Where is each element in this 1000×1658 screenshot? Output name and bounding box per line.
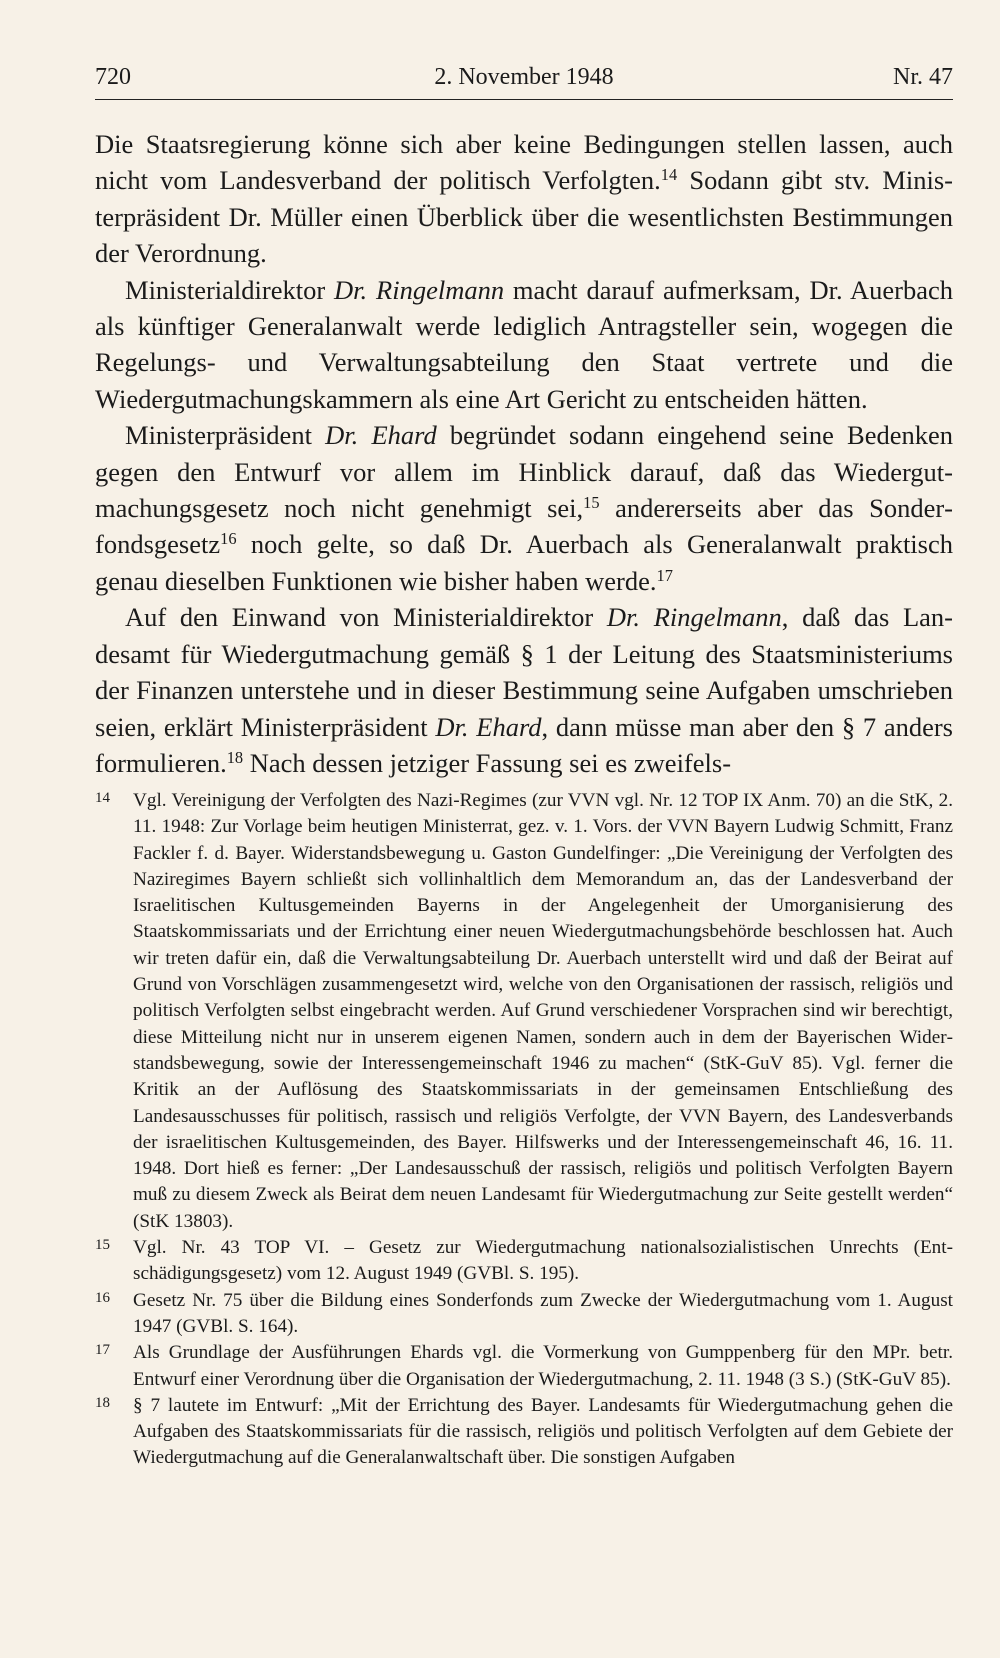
footnote-number: 14 [95,790,110,806]
footnote-text: Gesetz Nr. 75 über die Bildung eines Sonderfonds zum Zwecke der Wiedergutmachung vom 1. August 1947 (GVBl. S. 164). [133,1289,953,1337]
footnote-text: Als Grundlage der Ausführungen Ehards vgl. die Vormerkung von Gumppenberg für den MPr. betr. Entwurf einer Verordnung über die Organisation der Wiedergutmachung, 2. 11. 1948 (3 S.) (StK-GuV 85). [133,1342,953,1390]
paragraph-text: , daß das Landesamt für Wiedergutmachung gemäß § 1 der Leitung des Staatsministeriums der Finanzen unterstehe und in dieser Bestimmung seine Aufgaben umschrieben seien, erklärt Ministerpräsident [95,602,953,742]
footnote-17 [95,1340,953,1393]
footnote-text: Vgl. Nr. 43 TOP VI. – Gesetz zur Wiedergutmachung nationalsozialistischen Unrechts (Entschädigungsgesetz) vom 12. August 1949 (GVBl. S. 195). [133,1237,953,1285]
footnote-ref-14: 14 [660,165,678,185]
paragraph-text: , dann müsse man aber den § 7 anders formulieren. [95,711,953,778]
footnote-number: 18 [95,1394,110,1411]
paragraph-text: begründet sodann eingehend seine Bedenken gegen den Entwurf vor allem im Hinblick darauf, daß das Wiedergutmachungsgesetz noch nicht genehmigt sei, [95,420,953,524]
main-text [95,126,953,781]
footnote-number: 16 [95,1289,110,1306]
paragraph-3 [95,417,953,599]
paragraph-text: Die Staatsregierung könne sich aber keine Bedingungen stellen lassen, auch nicht vom Landesverband der politisch Verfolgten. [95,129,953,196]
header-rule [95,99,953,100]
paragraph-text: Ministerpräsident [125,420,326,451]
page-number: 720 [95,64,131,90]
footnotes [95,788,953,1472]
paragraph-text: Sodann gibt stv. Ministerpräsident Dr. Müller einen Überblick über die wesentlichsten Bestimmungen der Verordnung. [95,165,953,269]
person-name: Dr. Ringelmann [606,602,782,633]
paragraph-2 [95,272,953,418]
footnote-text: Vgl. Vereinigung der Verfolgten des Nazi-Regimes (zur VVN vgl. Nr. 12 TOP IX Anm. 70) an die StK, 2. 11. 1948: Zur Vorlage beim heutigen Ministerrat, gez. v. 1. Vors. der VVN Bayern Ludwig Schmitt, Franz Fackler f. d. Bayer. Widerstandsbewegung u. Gaston Gundelfinger: „Die Vereinigung der Verfolgten des Naziregimes Bayern schließt sich vollinhaltlich dem Memorandum an, das der Landesverband der Israelitischen Kultusgemeinden Bayerns in der Angelegenheit der Umorganisierung des Staatskommissariats und der Errichtung einer neuen Wiedergutmachungsbehörde beschlossen hat. Auch wir treten dafür ein, daß die Verwaltungsabteilung Dr. Auerbach unterstellt wird und daß der Beirat auf Grund von Vorschlägen zusammengesetzt wird, welche von den Organisationen der rassisch, religiös und politisch Verfolgten selbst eingebracht werden. Auf Grund verschiedener Vorsprachen sind wir berechtigt, diese Mitteilung nicht nur in unserem eigenen Namen, sondern auch in dem der Bayerischen Widerstandsbewegung, sowie der Interessengemeinschaft 1946 zu machen“ (StK-GuV 85). Vgl. ferner die Kritik an der Auflösung des Staatskommissariats in der gemeinsamen Entschließung des Landesausschusses für politisch, rassisch und religiös Verfolgte, der VVN Bayern, des Landesverbands der israelitischen Kultusgemeinden, des Bayer. Hilfswerks und der Interessengemeinschaft 46, 16. 11. 1948. Dort hieß es ferner: „Der Landesausschuß der rassisch, religiös und politisch Verfolgten Bayern muß zu diesem Zweck als Beirat dem neuen Landesamt für Wiedergutmachung zur Seite gestellt werden“ (StK 13803). [133,790,953,1232]
footnote-ref-16: 16 [220,529,237,549]
paragraph-text: Ministerialdirektor [125,274,335,305]
paragraph-text: Nach dessen jetziger Fassung sei es zweifels- [243,747,732,778]
issue-number: Nr. 47 [893,64,953,90]
footnote-ref-17: 17 [656,565,673,585]
footnote-15 [95,1235,953,1288]
paragraph-text: andererseits aber das Sonderfondsgesetz [95,493,953,560]
footnote-ref-15: 15 [583,493,600,513]
running-head [95,62,953,98]
running-head-date: 2. November 1948 [434,64,614,90]
paragraph-text: Auf den Einwand von Ministerialdirektor [125,602,607,633]
footnote-14 [95,788,953,1235]
footnote-number: 15 [95,1237,110,1254]
person-name: Dr. Ehard [435,711,542,742]
person-name: Dr. Ehard [325,420,437,451]
paragraph-4 [95,599,953,781]
footnote-text: § 7 lautete im Entwurf: „Mit der Errichtung des Bayer. Landesamts für Wiedergutmachung gehen die Aufgaben des Staatskommissariats für die rassisch, religiös und politisch Verfolgten auf dem Gebiete der Wiedergutmachung auf die Generalanwaltschaft über. Die sonstigen Aufgaben [133,1394,953,1469]
paragraph-text: noch gelte, so daß Dr. Auerbach als Generalanwalt praktisch genau dieselben Funktionen wie bisher haben werde. [95,529,953,596]
paragraph-1 [95,126,953,272]
footnote-ref-18: 18 [226,747,244,767]
person-name: Dr. Ringelmann [334,274,505,305]
footnote-number: 17 [95,1342,110,1359]
paragraph-text: macht darauf aufmerksam, Dr. Auerbach als künftiger Generalanwalt werde lediglich Antragsteller sein, wogegen die Regelungs- und Verwaltungsabteilung den Staat vertrete und die Wiedergutmachungskammern als eine Art Gericht zu entscheiden hätten. [95,274,953,414]
footnote-16 [95,1288,953,1341]
footnote-18 [95,1393,953,1472]
